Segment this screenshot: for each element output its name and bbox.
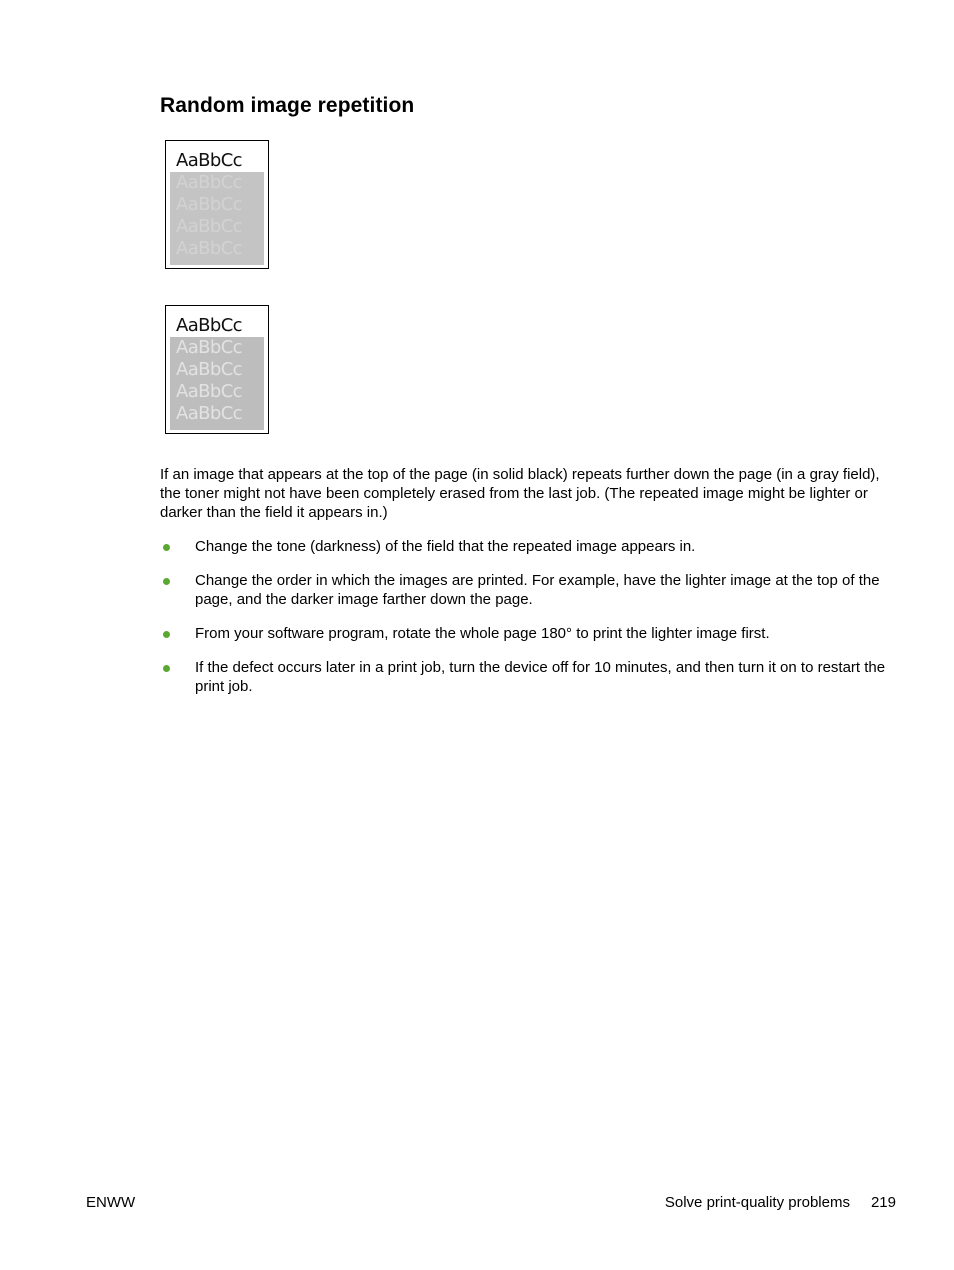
list-item-text: Change the tone (darkness) of the field that the repeated image appears in.	[195, 538, 696, 555]
bullet-dot-icon	[163, 544, 170, 551]
description-paragraph: If an image that appears at the top of the page (in solid black) repeats further down the page (in a gray field), the toner might not have been completely erased from the last job. (The repeated image might be lighter or darker than the field it appears in.)	[160, 466, 880, 521]
repeated-text-line: AaBbCc	[176, 359, 242, 380]
repeated-text-line: AaBbCc	[176, 238, 242, 259]
footer-section-title: Solve print-quality problems	[664, 1194, 850, 1211]
footer-left-label: ENWW	[86, 1194, 136, 1211]
repeated-text-line: AaBbCc	[176, 337, 242, 358]
bullet-dot-icon	[163, 631, 170, 638]
page-number: 219	[870, 1194, 896, 1211]
sample-text-line: AaBbCc	[176, 150, 242, 171]
bullet-dot-icon	[163, 578, 170, 585]
list-item	[160, 658, 888, 696]
repeated-text-line: AaBbCc	[176, 216, 242, 237]
repeated-text-line: AaBbCc	[176, 194, 242, 215]
list-item-text: From your software program, rotate the whole page 180° to print the lighter image first.	[195, 625, 770, 642]
bullet-list	[160, 537, 888, 711]
sample-image-light-repeat	[165, 140, 269, 269]
repeated-text-line: AaBbCc	[176, 381, 242, 402]
section-heading: Random image repetition	[160, 94, 415, 117]
list-item-text: If the defect occurs later in a print job, turn the device off for 10 minutes, and then turn it on to restart the print job.	[195, 659, 886, 695]
list-item	[160, 571, 888, 609]
list-item-text: Change the order in which the images are printed. For example, have the lighter image at the top of the page, and the darker image farther down the page.	[195, 572, 880, 608]
repeated-text-line: AaBbCc	[176, 403, 242, 424]
repeated-text-line: AaBbCc	[176, 172, 242, 193]
bullet-dot-icon	[163, 665, 170, 672]
list-item	[160, 537, 888, 556]
footer-right	[665, 1193, 896, 1212]
list-item	[160, 624, 888, 643]
sample-text-line: AaBbCc	[176, 315, 242, 336]
sample-image-dark-repeat	[165, 305, 269, 434]
